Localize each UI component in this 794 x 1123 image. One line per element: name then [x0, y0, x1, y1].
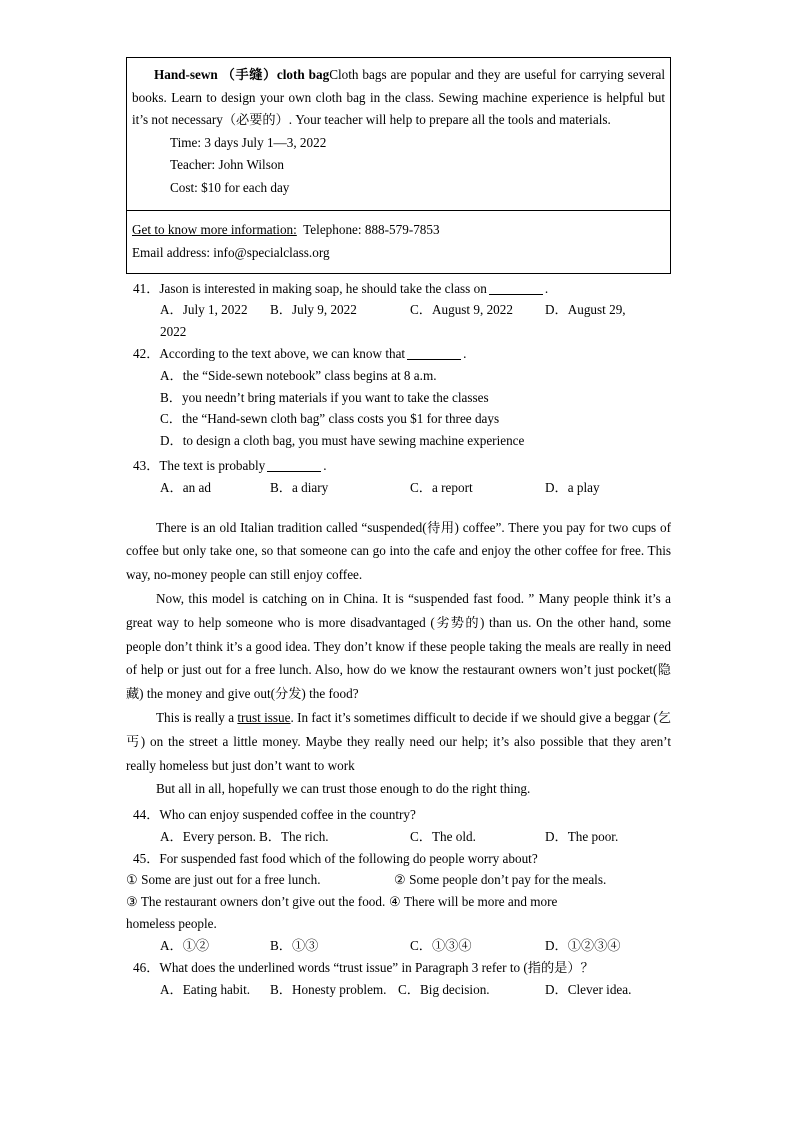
question-43: [126, 455, 671, 499]
option-41-b[interactable]: [270, 299, 357, 321]
option-43-c-letter: C．: [410, 479, 432, 495]
option-41-d[interactable]: [545, 299, 626, 321]
question-44-stem: [126, 804, 671, 826]
option-46-d[interactable]: [545, 979, 631, 1001]
answer-blank: [267, 471, 321, 472]
passage-paragraph-3: This is really a trust issue. In fact it’s sometimes difficult to decide if we should give a beggar (乞丐) on the street a little money. Maybe they really need our help; it’s also possible that they aren’t really homeless but just don’t want to work: [126, 709, 671, 773]
ad-description-paragraph: [132, 64, 665, 132]
question-45-options: [126, 935, 671, 957]
ad-box-contact-section: [127, 210, 670, 273]
question-44-text: Who can enjoy suspended coffee in the country?: [159, 807, 416, 823]
option-45-c[interactable]: [410, 935, 472, 957]
answer-blank: [489, 294, 543, 295]
question-43-number: 43．: [133, 457, 160, 473]
advertisement-box: [126, 57, 671, 274]
ad-detail-teacher: Teacher: John Wilson: [170, 157, 285, 173]
option-45-c-text: ①③④: [431, 938, 472, 954]
option-43-a-letter: A．: [160, 479, 183, 495]
option-41-d-text: August 29,: [567, 302, 626, 318]
question-46-options: [126, 979, 671, 1001]
question-45-statement-row-2: [126, 891, 671, 913]
option-43-d[interactable]: [545, 477, 600, 499]
option-46-d-text: Clever idea.: [567, 982, 632, 998]
question-45-statement-row-1: [126, 869, 671, 891]
option-46-b-letter: B．: [270, 982, 292, 998]
option-41-b-text: July 9, 2022: [291, 302, 357, 318]
option-44-c-letter: C．: [410, 828, 432, 844]
option-46-b-text: Honesty problem.: [291, 982, 387, 998]
question-41-text: Jason is interested in making soap, he should take the class on: [159, 280, 487, 296]
option-41-a[interactable]: [160, 299, 248, 321]
ad-box-upper-section: [127, 58, 670, 210]
ad-detail-cost: Cost: $10 for each day: [170, 179, 290, 195]
question-41: [126, 278, 671, 343]
option-46-b[interactable]: [270, 979, 386, 1001]
option-41-c[interactable]: [410, 299, 513, 321]
ad-email: Email address: info@specialclass.org: [132, 244, 330, 260]
document-page: [126, 0, 671, 1001]
question-45: [126, 848, 671, 958]
option-46-c-text: Big decision.: [419, 982, 490, 998]
question-46-text: What does the underlined words “trust issue” in Paragraph 3 refer to (指的是）？: [159, 960, 594, 976]
option-44-a[interactable]: [160, 826, 256, 848]
question-42: [126, 343, 671, 452]
question-41-options: [126, 299, 671, 321]
question-46-number: 46．: [133, 960, 160, 976]
option-41-a-text: July 1, 2022: [182, 302, 248, 318]
option-45-a[interactable]: [160, 935, 209, 957]
option-45-b-letter: B．: [270, 938, 292, 954]
question-46-stem: [126, 957, 671, 979]
option-46-a[interactable]: [160, 979, 250, 1001]
option-45-c-letter: C．: [410, 938, 432, 954]
option-45-b[interactable]: [270, 935, 318, 957]
option-43-d-letter: D．: [545, 479, 568, 495]
option-44-d[interactable]: [545, 826, 618, 848]
statement-2: ② Some people don’t pay for the meals.: [394, 872, 607, 888]
question-42-stem: [126, 343, 671, 365]
ad-telephone: Telephone: 888-579-7853: [303, 221, 440, 237]
option-45-b-text: ①③: [291, 938, 319, 954]
option-46-a-text: Eating habit.: [182, 982, 251, 998]
statement-3: ③ The restaurant owners don’t give out the food.: [126, 894, 386, 910]
question-46: [126, 957, 671, 1001]
ad-contact-label: Get to know more information:: [132, 221, 297, 237]
option-42-c[interactable]: C．the “Hand-sewn cloth bag” class costs you $1 for three days: [160, 411, 500, 427]
option-43-c[interactable]: [410, 477, 473, 499]
option-45-a-letter: A．: [160, 938, 183, 954]
option-42-a[interactable]: A．the “Side-sewn notebook” class begins at 8 a.m.: [160, 367, 437, 383]
ad-title: Hand-sewn （手缝）cloth bag: [154, 67, 330, 82]
option-43-b-letter: B．: [270, 479, 292, 495]
passage-paragraph-2: Now, this model is catching on in China. It is “suspended fast food. ” Many people think it’s a great way to help someone who is more disadvantaged (劣势的) than us. On the other hand, some people don’t think it’s a good idea. They don’t know if these people taking the meals are really in need of help or just out for a free lunch. Also, how do we know the restaurant owners won’t just pocket(隐藏) the money and give out(分发) the food?: [126, 590, 671, 702]
question-45-stem: [126, 848, 671, 870]
question-45-text: For suspended fast food which of the following do people worry about?: [159, 850, 538, 866]
statement-1: ① Some are just out for a free lunch.: [126, 872, 321, 888]
underlined-trust-issue: trust issue: [237, 709, 291, 725]
question-44-options: [126, 826, 671, 848]
question-44: [126, 804, 671, 848]
option-41-b-letter: B．: [270, 302, 292, 318]
option-41-c-letter: C．: [410, 302, 432, 318]
option-45-d[interactable]: [545, 935, 620, 957]
option-44-b[interactable]: [259, 826, 329, 848]
option-44-d-text: The poor.: [567, 828, 619, 844]
option-44-d-letter: D．: [545, 828, 568, 844]
question-45-number: 45．: [133, 850, 160, 866]
answer-blank: [407, 359, 461, 360]
question-43-stem-end: .: [323, 457, 327, 473]
option-42-d[interactable]: D．to design a cloth bag, you must have sewing machine experience: [160, 433, 525, 449]
option-41-a-letter: A．: [160, 302, 183, 318]
option-43-b-text: a diary: [291, 479, 329, 495]
option-44-a-letter: A．: [160, 828, 183, 844]
ad-body-text: Cloth bags are popular and they are useful for carrying several books. Learn to design your own cloth bag in the class. Sewing machine experience is helpful but it’s not necessary（必要的）. Your teacher will help to prepare all the tools and materials.: [132, 67, 665, 128]
option-44-b-text: The rich.: [280, 828, 329, 844]
option-42-b[interactable]: B．you needn’t bring materials if you want to take the classes: [160, 389, 489, 405]
option-44-c-text: The old.: [431, 828, 476, 844]
option-41-d-overflow: 2022: [160, 324, 187, 340]
option-45-a-text: ①②: [182, 938, 210, 954]
question-44-number: 44．: [133, 807, 160, 823]
question-42-text: According to the text above, we can know that: [159, 345, 406, 361]
question-41-number: 41．: [133, 280, 160, 296]
question-42-stem-end: .: [463, 345, 467, 361]
question-42-number: 42．: [133, 345, 160, 361]
question-41-stem-end: .: [544, 280, 549, 296]
option-43-d-text: a play: [567, 479, 600, 495]
option-44-a-text: Every person.: [182, 828, 256, 844]
option-46-c[interactable]: [398, 979, 490, 1001]
option-43-c-text: a report: [431, 479, 473, 495]
ad-detail-time: Time: 3 days July 1—3, 2022: [170, 134, 327, 150]
reading-passage: [126, 516, 671, 802]
option-44-b-letter: B．: [259, 828, 281, 844]
option-46-a-letter: A．: [160, 982, 183, 998]
option-43-b[interactable]: [270, 477, 328, 499]
option-46-d-letter: D．: [545, 982, 568, 998]
ad-contact-line: [132, 218, 665, 241]
option-44-c[interactable]: [410, 826, 476, 848]
statement-4: ④ There will be more and more: [389, 894, 558, 910]
option-43-a-text: an ad: [182, 479, 211, 495]
option-45-d-text: ①②③④: [567, 938, 621, 954]
option-41-d-letter: D．: [545, 302, 568, 318]
option-43-a[interactable]: [160, 477, 211, 499]
option-41-c-text: August 9, 2022: [431, 302, 513, 318]
option-45-d-letter: D．: [545, 938, 568, 954]
question-43-stem: [126, 455, 671, 477]
statement-4-overflow: homeless people.: [126, 916, 217, 932]
question-43-options: [126, 477, 671, 499]
option-46-c-letter: C．: [398, 982, 420, 998]
passage-paragraph-4: But all in all, hopefully we can trust those enough to do the right thing.: [156, 781, 531, 797]
passage-paragraph-1: There is an old Italian tradition called “suspended(待用) coffee”. There you pay for two cups of coffee but only take one, so that someone can go into the cafe and enjoy the other coffee for free. This way, no-money people can still enjoy coffee.: [126, 519, 671, 583]
question-43-text: The text is probably: [159, 457, 266, 473]
question-41-stem: [126, 278, 671, 300]
